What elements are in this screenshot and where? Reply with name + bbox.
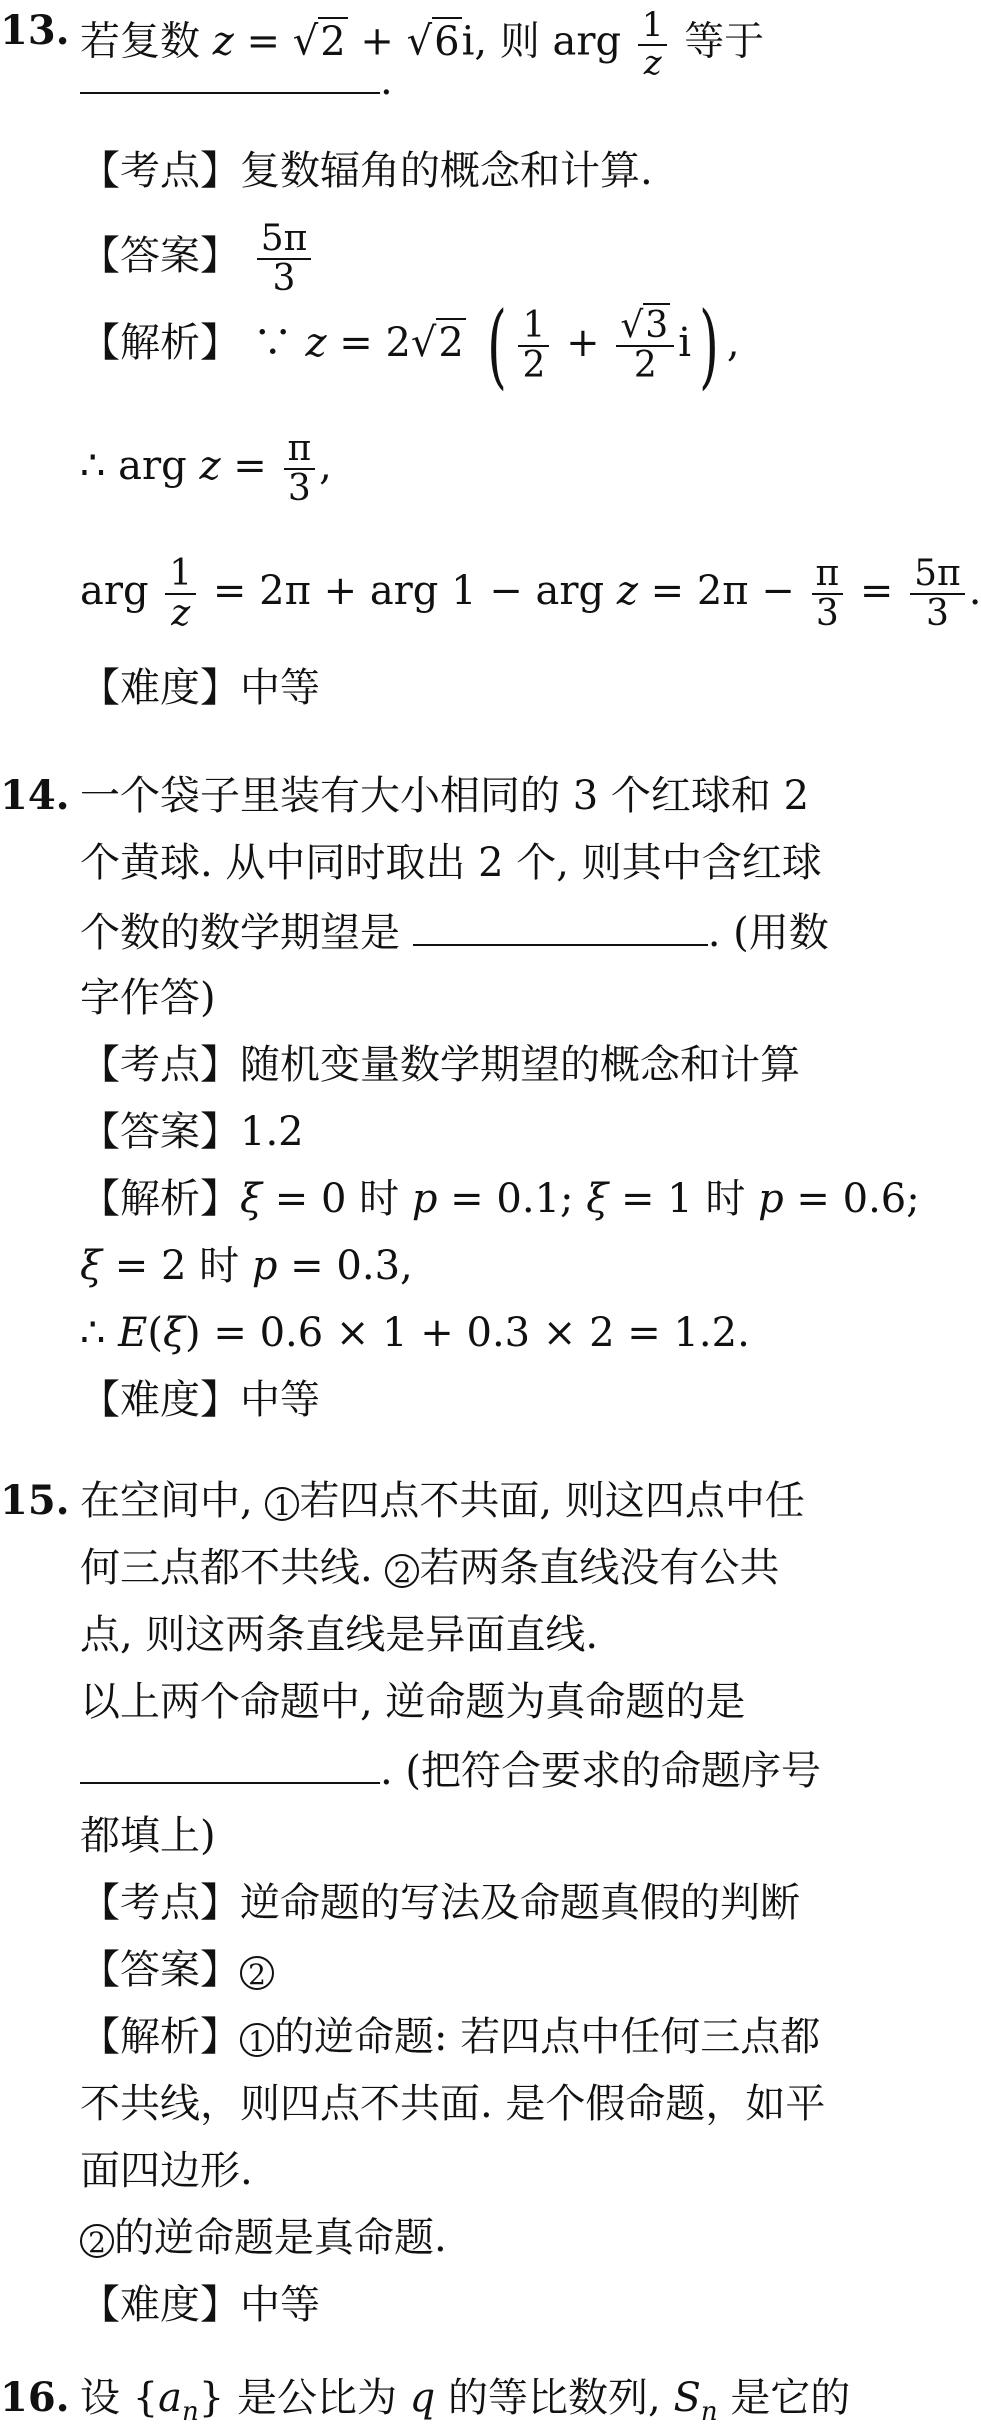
question-line: 一个袋子里装有大小相同的 3 个红球和 2	[80, 773, 810, 819]
question-line: 以上两个命题中, 逆命题为真命题的是	[80, 1679, 746, 1725]
jiexi-step-2: ∴ arg z = $\frac{\pi}{3}$ ,	[80, 428, 332, 509]
kaodian-line: 【考点】复数辐角的概念和计算.	[80, 148, 653, 194]
problem-number: 14.	[0, 772, 70, 819]
answer-blank	[80, 1746, 380, 1784]
nandu-line: 【难度】中等	[80, 665, 320, 711]
question-line: 点, 则这两条直线是异面直线.	[80, 1612, 599, 1658]
nandu-line: 【难度】中等	[80, 1377, 320, 1423]
daan-line: 【答案】 2	[80, 1947, 274, 1993]
answer-blank	[80, 56, 380, 94]
circled-number-1: 1	[240, 2023, 274, 2057]
jiexi-step-3: ∴ E(ξ) = 0.6 × 1 + 0.3 × 2 = 1.2.	[80, 1310, 750, 1356]
jiexi-step-2: ξ = 2 时 p = 0.3,	[80, 1243, 413, 1289]
nandu-line: 【难度】中等	[80, 2282, 320, 2328]
answer-blank	[413, 908, 708, 946]
question-line: 设 $\{a_n\}$ 是公比为 q 的等比数列, $S_n$ 是它的	[80, 2375, 851, 2427]
problem-number: 16.	[0, 2374, 70, 2421]
jiexi-step-3: 面四边形.	[80, 2148, 253, 2194]
question-line: 个黄球. 从中同时取出 2 个, 则其中含红球	[80, 840, 822, 886]
circled-number-2: 2	[385, 1554, 419, 1588]
jiexi-step-2: 不共线，则四点不共面. 是个假命题，如平	[80, 2081, 826, 2127]
daan-line: 【答案】1.2	[80, 1109, 304, 1155]
problem-number: 15.	[0, 1477, 70, 1524]
kaodian-line: 【考点】逆命题的写法及命题真假的判断	[80, 1880, 800, 1926]
jiexi-step-3: arg $\frac{1}{z}$ = 2π + arg 1 − arg z = 2π − $\frac{\pi}{3}$ = $\frac{5\pi}{3}$ .	[80, 553, 981, 634]
question-line: . (把符合要求的命题序号	[80, 1746, 821, 1794]
jiexi-line: 【解析】 ∵ z = 2√2 ( $\frac{1}{2}$ + $\frac{√3}{2}$ i) ,	[80, 292, 740, 399]
circled-number-2: 2	[80, 2224, 114, 2258]
problem-number: 13.	[0, 7, 70, 54]
question-line: 都填上)	[80, 1813, 216, 1859]
question-line: 字作答)	[80, 975, 216, 1021]
jiexi-line: 【解析】 1 的逆命题: 若四点中任何三点都	[80, 2014, 821, 2060]
question-line: 个数的数学期望是 . (用数	[80, 910, 829, 956]
question-line: 何三点都不共线. 2 若两条直线没有公共	[80, 1545, 780, 1591]
jiexi-step-4: 2 的逆命题是真命题.	[80, 2215, 447, 2261]
question-line: 若复数 z = √2 + √6i, 则 arg $\frac{1}{z}$ 等于	[80, 5, 765, 83]
jiexi-line: 【解析】ξ = 0 时 p = 0.1; ξ = 1 时 p = 0.6;	[80, 1176, 920, 1222]
kaodian-line: 【考点】随机变量数学期望的概念和计算	[80, 1042, 800, 1088]
question-line: 在空间中, 1 若四点不共面, 则这四点中任	[80, 1478, 805, 1524]
answer-blank-line: .	[80, 56, 393, 104]
circled-number-1: 1	[265, 1487, 299, 1521]
circled-number-2: 2	[240, 1956, 274, 1990]
daan-line: 【答案】 $\frac{5\pi}{3}$	[80, 220, 315, 298]
